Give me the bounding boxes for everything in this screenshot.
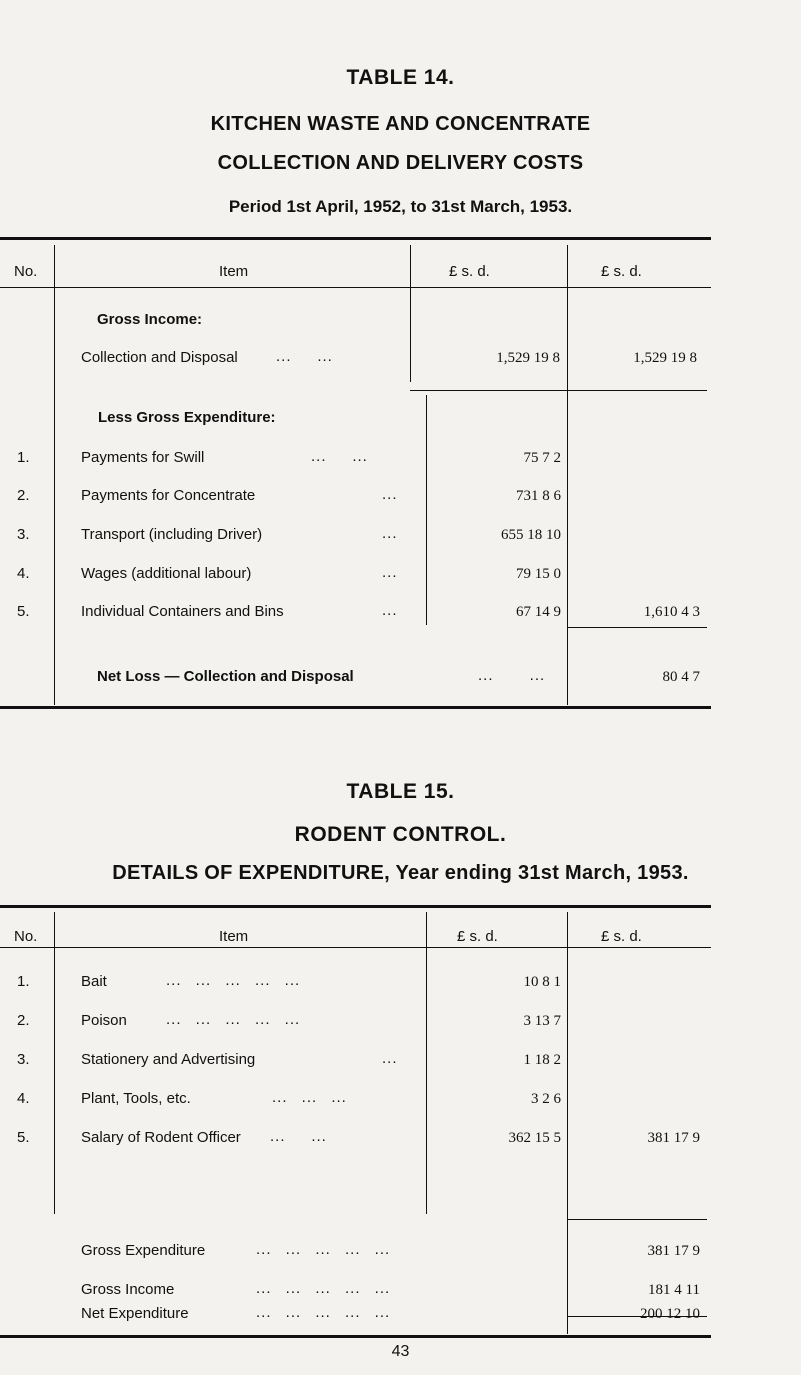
table15-title: TABLE 15.	[346, 780, 455, 803]
row-number: 1.	[17, 973, 30, 990]
summary-leader: ... ... ... ... ...	[256, 1280, 391, 1297]
summary-label: Gross Expenditure	[81, 1242, 206, 1259]
row-item: Stationery and Advertising	[81, 1051, 256, 1068]
row-number: 3.	[17, 1051, 30, 1068]
page-number: 43	[391, 1343, 410, 1360]
table15-bottom-rule	[0, 1335, 711, 1338]
row-leader: ... ... ...	[272, 1089, 347, 1106]
table15-subtotal-rule	[567, 1219, 707, 1220]
table14-net-loss-label: Net Loss — Collection and Disposal	[97, 668, 354, 685]
row-number: 2.	[17, 487, 30, 504]
table15-col-divider-1	[54, 912, 55, 1214]
row-number: 1.	[17, 449, 30, 466]
table14-subtotal-rule	[567, 627, 707, 628]
row-leader: ...	[382, 602, 398, 619]
row-item: Bait	[81, 973, 107, 990]
table14-subtitle-2: COLLECTION AND DELIVERY COSTS	[217, 152, 584, 174]
table14-header-rule	[0, 287, 711, 288]
table14-expenditure-heading: Less Gross Expenditure:	[98, 409, 276, 426]
row-item: Salary of Rodent Officer	[81, 1129, 241, 1146]
row-number: 4.	[17, 1090, 30, 1107]
table15-header-rule	[0, 947, 711, 948]
row-col1: 1 18 2	[523, 1052, 561, 1068]
row-col1: 731 8 6	[516, 488, 561, 504]
table15-header-no: No.	[14, 928, 38, 945]
row-item: Payments for Swill	[81, 449, 205, 466]
table14-header-col2: £ s. d.	[601, 263, 642, 280]
row-leader: ...	[382, 1050, 398, 1067]
row-col2: 1,610 4 3	[643, 604, 700, 620]
table14-col-divider-3	[567, 245, 568, 705]
row-item: Poison	[81, 1012, 127, 1029]
row-leader: ... ... ... ... ...	[166, 972, 301, 989]
row-col1: 75 7 2	[523, 450, 561, 466]
summary-leader: ... ... ... ... ...	[256, 1304, 391, 1321]
row-leader: ...	[382, 525, 398, 542]
row-number: 3.	[17, 526, 30, 543]
row-col2: 381 17 9	[647, 1130, 700, 1146]
summary-value: 381 17 9	[647, 1243, 700, 1259]
table14-income-rule	[410, 390, 707, 391]
table14-bottom-rule	[0, 706, 711, 709]
table15-header-col2: £ s. d.	[601, 928, 642, 945]
table14-title: TABLE 14.	[346, 66, 455, 89]
row-leader: ...	[382, 486, 398, 503]
summary-label: Gross Income	[81, 1281, 175, 1298]
table14-net-loss-value: 80 4 7	[662, 669, 700, 685]
table14-top-rule	[0, 237, 711, 240]
table15-subtitle: RODENT CONTROL.	[294, 823, 507, 846]
row-item: Wages (additional labour)	[81, 565, 252, 582]
summary-value: 181 4 11	[648, 1282, 700, 1298]
row-col1: 10 8 1	[523, 974, 561, 990]
row-item: Transport (including Driver)	[81, 526, 263, 543]
row-item: Individual Containers and Bins	[81, 603, 284, 620]
table14-subtitle-1: KITCHEN WASTE AND CONCENTRATE	[210, 113, 591, 135]
table14-income-item: Collection and Disposal	[81, 349, 238, 366]
row-item: Payments for Concentrate	[81, 487, 256, 504]
row-number: 2.	[17, 1012, 30, 1029]
table14-net-leader: ... ...	[478, 667, 546, 684]
table14-header-item: Item	[219, 263, 249, 280]
row-col1: 79 15 0	[516, 566, 561, 582]
table14-header-no: No.	[14, 263, 38, 280]
row-leader: ...	[382, 564, 398, 581]
table15-details: DETAILS OF EXPENDITURE, Year ending 31st March, 1953.	[112, 862, 689, 884]
row-col1: 67 14 9	[516, 604, 561, 620]
row-number: 5.	[17, 603, 30, 620]
summary-label: Net Expenditure	[81, 1305, 189, 1322]
row-col1: 3 13 7	[523, 1013, 561, 1029]
table14-period: Period 1st April, 1952, to 31st March, 1953.	[228, 197, 573, 216]
row-leader: ... ...	[311, 448, 368, 465]
table14-income-col2: 1,529 19 8	[633, 350, 697, 366]
row-col1: 3 2 6	[531, 1091, 561, 1107]
table14-income-col1: 1,529 19 8	[496, 350, 560, 366]
summary-value: 200 12 10	[640, 1306, 700, 1322]
table14-header-col1: £ s. d.	[449, 263, 490, 280]
table15-top-rule	[0, 905, 711, 908]
table14-col-divider-1	[54, 245, 55, 705]
table15-header-col1: £ s. d.	[457, 928, 498, 945]
row-col1: 655 18 10	[501, 527, 561, 543]
row-col1: 362 15 5	[508, 1130, 561, 1146]
table14-income-heading: Gross Income:	[97, 311, 203, 328]
table15-header-item: Item	[219, 928, 249, 945]
row-number: 4.	[17, 565, 30, 582]
table15-col-divider-3	[567, 912, 568, 1334]
row-item: Plant, Tools, etc.	[81, 1090, 191, 1107]
row-number: 5.	[17, 1129, 30, 1146]
summary-leader: ... ... ... ... ...	[256, 1241, 391, 1258]
table14-income-leader: ... ...	[276, 348, 333, 365]
row-leader: ... ... ... ... ...	[166, 1011, 301, 1028]
row-leader: ... ...	[270, 1128, 327, 1145]
table14-col-divider-2b	[426, 395, 427, 625]
